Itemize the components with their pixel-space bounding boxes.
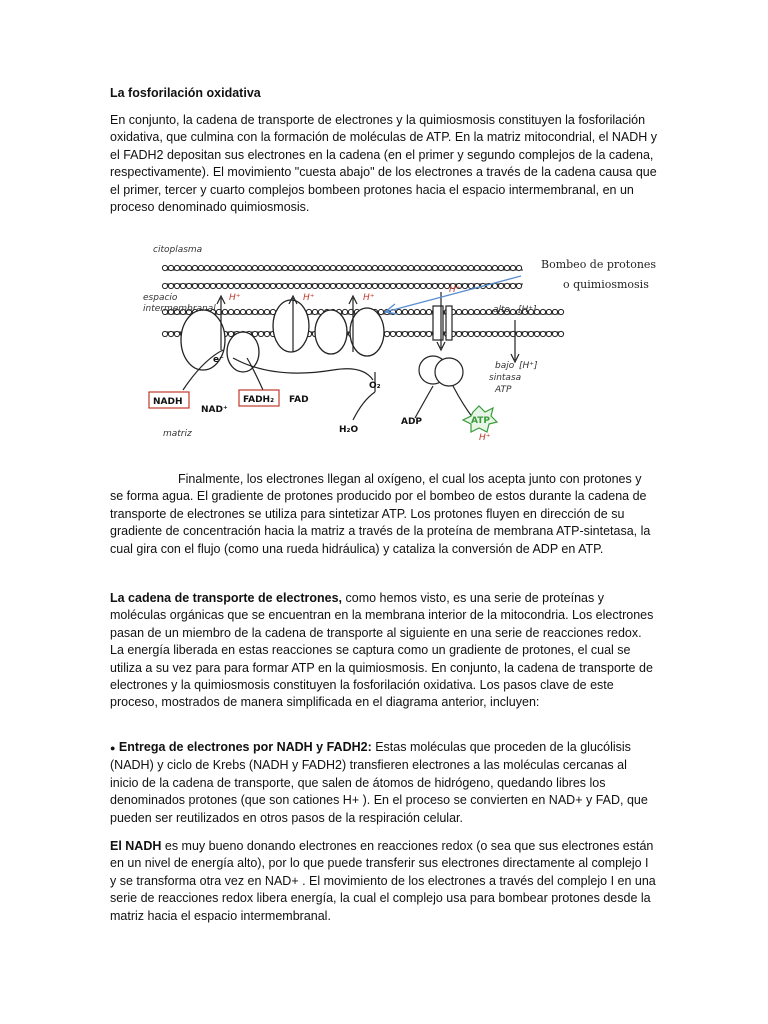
phospholipid-head (426, 265, 431, 270)
phospholipid-head (228, 265, 233, 270)
phospholipid-head (324, 283, 329, 288)
phospholipid-head (228, 283, 233, 288)
phospholipid-head (366, 265, 371, 270)
phospholipid-head (492, 331, 497, 336)
label-alto: alto (493, 305, 511, 315)
phospholipid-head (312, 283, 317, 288)
phospholipid-head (492, 265, 497, 270)
label-atp: ATP (471, 416, 491, 426)
phospholipid-head (492, 283, 497, 288)
phospholipid-head (480, 265, 485, 270)
label-hplus-4: H⁺ (449, 285, 461, 295)
phospholipid-head (414, 283, 419, 288)
phospholipid-head (390, 265, 395, 270)
phospholipid-head (504, 265, 509, 270)
label-bajo-h: [H⁺] (519, 361, 538, 371)
label-o2: O₂ (369, 381, 381, 391)
phospholipid-head (462, 331, 467, 336)
phospholipid-head (456, 309, 461, 314)
phospholipid-head (558, 309, 563, 314)
phospholipid-head (180, 283, 185, 288)
phospholipid-head (246, 309, 251, 314)
phospholipid-head (432, 265, 437, 270)
phospholipid-head (486, 265, 491, 270)
phospholipid-head (396, 309, 401, 314)
phospholipid-head (186, 283, 191, 288)
phospholipid-head (348, 265, 353, 270)
phospholipid-head (162, 283, 167, 288)
phospholipid-head (384, 331, 389, 336)
phospholipid-head (438, 265, 443, 270)
phospholipid-head (378, 309, 383, 314)
phospholipid-head (264, 283, 269, 288)
phospholipid-head (450, 265, 455, 270)
phospholipid-head (162, 331, 167, 336)
phospholipid-head (342, 283, 347, 288)
phospholipid-head (348, 283, 353, 288)
phospholipid-head (204, 265, 209, 270)
phospholipid-head (198, 265, 203, 270)
label-hplus-5: H⁺ (479, 433, 491, 443)
phospholipid-head (270, 283, 275, 288)
phospholipid-head (324, 265, 329, 270)
phospholipid-head (468, 283, 473, 288)
phospholipid-head (246, 283, 251, 288)
phospholipid-head (288, 265, 293, 270)
phospholipid-head (168, 331, 173, 336)
phospholipid-head (378, 265, 383, 270)
phospholipid-head (174, 331, 179, 336)
phospholipid-head (474, 331, 479, 336)
label-nadh: NADH (153, 397, 183, 407)
phospholipid-head (372, 265, 377, 270)
phospholipid-head (354, 265, 359, 270)
phospholipid-head (408, 265, 413, 270)
phospholipid-head (168, 283, 173, 288)
phospholipid-head (258, 283, 263, 288)
phospholipid-head (330, 283, 335, 288)
phospholipid-head (408, 283, 413, 288)
phospholipid-head (516, 331, 521, 336)
phospholipid-head (234, 265, 239, 270)
phospholipid-head (510, 283, 515, 288)
paragraph-nadh-text: es muy bueno donando electrones en reacciones redox (o sea que sus electrones están en un nivel de energía alto), por lo que puede transferir sus electrones directamente al complejo I y se transforma otra vez en NAD+ . El movimiento de los electrones a través del complejo I en una serie de reacciones redox libera energía, la cual el complejo usa para bombear protones desde la matriz hacia el espacio intermembranal. (110, 839, 656, 923)
phospholipid-head (546, 331, 551, 336)
label-espacio: espacio (143, 293, 178, 303)
phospholipid-head (474, 309, 479, 314)
phospholipid-head (246, 265, 251, 270)
label-nadplus: NAD⁺ (201, 405, 228, 415)
phospholipid-head (480, 331, 485, 336)
phospholipid-head (426, 331, 431, 336)
label-adp: ADP (401, 417, 423, 427)
label-fad: FAD (289, 395, 309, 405)
label-bajo: bajo (495, 361, 515, 371)
oxidative-phosphorylation-diagram (143, 240, 663, 450)
label-electron: e⁻ (213, 355, 224, 365)
phospholipid-head (528, 331, 533, 336)
phospholipid-head (276, 265, 281, 270)
phospholipid-head (462, 265, 467, 270)
bullet: ● (110, 743, 116, 753)
paragraph-finalmente-text: Finalmente, los electrones llegan al oxígeno, el cual los acepta junto con protones y se forma agua. El gradiente de protones producido por el bombeo de estos durante la cadena de transporte de electrones se utiliza para sintetizar ATP. Los protones fluyen en dirección de su gradiente de concentración hacia la matriz a través de la proteína de membrana ATP-sintetasa, la cual gira con el flujo (como una rueda hidráulica) y cataliza la conversión de ADP en ATP. (110, 472, 651, 556)
phospholipid-head (234, 309, 239, 314)
phospholipid-head (222, 265, 227, 270)
phospholipid-head (252, 283, 257, 288)
phospholipid-head (540, 331, 545, 336)
label-hplus-2: H⁺ (303, 293, 315, 303)
phospholipid-head (402, 265, 407, 270)
phospholipid-head (468, 265, 473, 270)
phospholipid-head (414, 309, 419, 314)
phospholipid-head (420, 265, 425, 270)
phospholipid-head (474, 265, 479, 270)
phospholipid-head (264, 309, 269, 314)
phospholipid-head (264, 331, 269, 336)
phospholipid-head (282, 283, 287, 288)
paragraph-cadena-bold: La cadena de transporte de electrones, (110, 591, 343, 605)
phospholipid-head (402, 309, 407, 314)
phospholipid-head (192, 283, 197, 288)
label-citoplasma: citoplasma (153, 245, 203, 255)
phospholipid-head (192, 265, 197, 270)
label-alto-h: [H⁺] (518, 305, 537, 315)
phospholipid-head (534, 331, 539, 336)
paragraph-intro: En conjunto, la cadena de transporte de electrones y la quimiosmosis constituyen la fosforilación oxidativa, que culmina con la formación de moléculas de ATP. En la matriz mitocondrial, el NADH y el FADH2 depositan sus electrones en la cadena (en el primer y segundo complejos de la cadena, respectivamente). El movimiento "cuesta abajo" de los electrones a través de la cadena causa que el primer, tercer y cuarto complejos bombeen protones hacia el espacio intermembranal, en un proceso denominado quimiosmosis. (110, 113, 658, 215)
phospholipid-head (408, 331, 413, 336)
phospholipid-head (384, 283, 389, 288)
phospholipid-head (426, 309, 431, 314)
paragraph-nadh-bold: El NADH (110, 839, 162, 853)
phospholipid-head (306, 283, 311, 288)
phospholipid-head (396, 265, 401, 270)
phospholipid-head (402, 283, 407, 288)
phospholipid-head (432, 283, 437, 288)
phospholipid-head (294, 265, 299, 270)
phospholipid-head (318, 265, 323, 270)
phospholipid-head (546, 309, 551, 314)
paragraph-cadena (110, 590, 658, 712)
paragraph-entrega (110, 739, 658, 827)
phospholipid-head (252, 265, 257, 270)
phospholipid-head (276, 283, 281, 288)
phospholipid-head (522, 331, 527, 336)
phospholipid-head (234, 283, 239, 288)
phospholipid-head (288, 283, 293, 288)
phospholipid-head (420, 309, 425, 314)
phospholipid-head (372, 283, 377, 288)
phospholipid-head (498, 283, 503, 288)
phospholipid-head (180, 265, 185, 270)
phospholipid-head (366, 283, 371, 288)
phospholipid-head (204, 283, 209, 288)
phospholipid-head (510, 309, 515, 314)
phospholipid-head (330, 265, 335, 270)
label-sintasa: sintasa (489, 373, 522, 383)
phospholipid-head (396, 331, 401, 336)
phospholipid-head (186, 265, 191, 270)
phospholipid-head (468, 309, 473, 314)
paragraph-entrega-text: Estas moléculas que proceden de la glucólisis (NADH) y ciclo de Krebs (NADH y FADH2) transfieren electrones a las moléculas cercanas al inicio de la cadena de transporte, que salen de átomos de hidrógeno, quedando libres los denominados protones (que son cationes H+ ). En el proceso se convierten en NAD+ y FAD, que pueden ser reutilizados en otros pasos de la respiración celular. (110, 740, 648, 825)
phospholipid-head (342, 265, 347, 270)
phospholipid-head (504, 283, 509, 288)
phospholipid-head (510, 265, 515, 270)
label-matriz: matriz (163, 429, 192, 439)
phospholipid-head (216, 283, 221, 288)
phospholipid-head (240, 265, 245, 270)
phospholipid-head (540, 309, 545, 314)
paragraph-cadena-text: como hemos visto, es una serie de proteínas y moléculas orgánicas que se encuentran en la membrana interior de la mitocondria. Los electrones pasan de un miembro de la cadena de transporte al siguiente en una serie de reacciones redox. La energía liberada en estas reacciones se captura como un gradiente de protones, el cual se utiliza a su vez para para formar ATP en la quimiosmosis. En conjunto, la cadena de transporte de electrones y la quimiosmosis constituyen la fosforilación oxidativa. Los pasos clave de este proceso, mostrados de manera simplificada en el diagrama anterior, incluyen: (110, 591, 654, 710)
phospholipid-head (216, 265, 221, 270)
phospholipid-head (480, 309, 485, 314)
phospholipid-head (168, 265, 173, 270)
phospholipid-head (414, 265, 419, 270)
phospholipid-head (198, 283, 203, 288)
phospholipid-head (174, 283, 179, 288)
phospholipid-head (420, 331, 425, 336)
phospholipid-head (240, 283, 245, 288)
phospholipid-head (396, 283, 401, 288)
phospholipid-head (318, 283, 323, 288)
phospholipid-head (222, 309, 227, 314)
phospholipid-head (300, 265, 305, 270)
phospholipid-head (390, 331, 395, 336)
phospholipid-head (378, 283, 383, 288)
phospholipid-head (336, 283, 341, 288)
label-fadh2: FADH₂ (243, 395, 275, 405)
phospholipid-head (552, 309, 557, 314)
phospholipid-head (516, 283, 521, 288)
phospholipid-head (228, 309, 233, 314)
label-hplus-1: H⁺ (229, 293, 241, 303)
document-title: La fosforilación oxidativa (110, 86, 261, 100)
phospholipid-head (462, 309, 467, 314)
phospholipid-head (342, 309, 347, 314)
phospholipid-head (336, 265, 341, 270)
phospholipid-head (456, 265, 461, 270)
phospholipid-head (408, 309, 413, 314)
paragraph-nadh (110, 838, 658, 925)
phospholipid-head (174, 265, 179, 270)
paragraph-finalmente (110, 471, 658, 558)
phospholipid-head (468, 331, 473, 336)
phospholipid-head (222, 283, 227, 288)
phospholipid-head (312, 265, 317, 270)
label-hplus-3: H⁺ (363, 293, 375, 303)
phospholipid-head (294, 283, 299, 288)
phospholipid-head (486, 309, 491, 314)
phospholipid-head (420, 283, 425, 288)
label-bombeo: Bombeo de protones (541, 258, 657, 271)
phospholipid-head (210, 265, 215, 270)
phospholipid-head (516, 265, 521, 270)
phospholipid-head (264, 265, 269, 270)
phospholipid-head (252, 309, 257, 314)
phospholipid-head (258, 331, 263, 336)
phospholipid-head (360, 265, 365, 270)
phospholipid-head (354, 283, 359, 288)
phospholipid-head (390, 283, 395, 288)
paragraph-entrega-bold: Entrega de electrones por NADH y FADH2: (115, 740, 372, 754)
phospholipid-head (162, 265, 167, 270)
phospholipid-head (312, 309, 317, 314)
phospholipid-head (402, 331, 407, 336)
phospholipid-head (444, 265, 449, 270)
phospholipid-head (414, 331, 419, 336)
phospholipid-head (300, 283, 305, 288)
label-sintasa-atp: ATP (495, 385, 512, 395)
phospholipid-head (270, 265, 275, 270)
phospholipid-head (282, 265, 287, 270)
label-intermembranal: intermembranal (143, 304, 216, 314)
phospholipid-head (306, 265, 311, 270)
phospholipid-head (462, 283, 467, 288)
label-quimiosmosis: o quimiosmosis (563, 278, 649, 291)
phospholipid-head (384, 265, 389, 270)
phospholipid-head (498, 265, 503, 270)
phospholipid-head (258, 265, 263, 270)
phospholipid-head (426, 283, 431, 288)
phospholipid-head (360, 283, 365, 288)
phospholipid-head (498, 331, 503, 336)
phospholipid-head (504, 331, 509, 336)
label-h2o: H₂O (339, 425, 359, 435)
phospholipid-head (486, 331, 491, 336)
phospholipid-head (258, 309, 263, 314)
phospholipid-head (240, 309, 245, 314)
outer-membrane (162, 265, 523, 288)
phospholipid-head (552, 331, 557, 336)
phospholipid-head (210, 283, 215, 288)
phospholipid-head (456, 331, 461, 336)
phospholipid-head (558, 331, 563, 336)
phospholipid-head (438, 283, 443, 288)
